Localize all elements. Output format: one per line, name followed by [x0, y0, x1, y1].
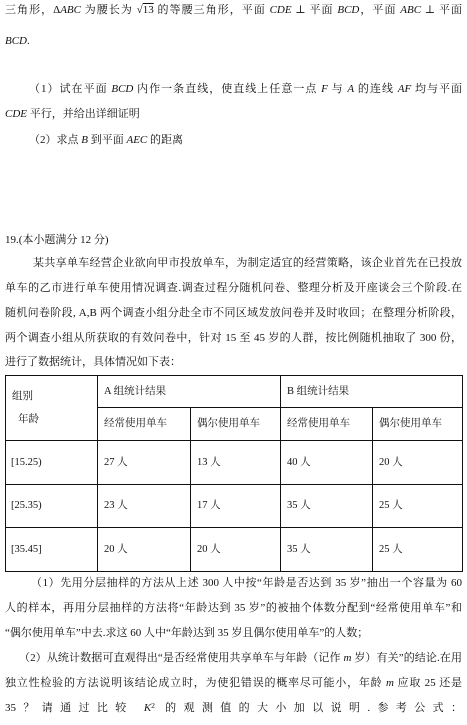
- q19-part2-line: [5, 700, 462, 716]
- math-variable: BCD: [5, 35, 27, 47]
- math-variable: BCD: [337, 4, 360, 16]
- table-row: [6, 485, 463, 528]
- text-run: （1）试在平面: [29, 83, 112, 95]
- text-run: 岁）有关”的结论.在用: [351, 652, 462, 664]
- text-run: 35？请通过比较: [5, 702, 144, 714]
- age-range-cell: [15.25): [6, 441, 98, 485]
- text-run: 的等腰三角形，平面: [153, 4, 270, 16]
- count-cell: 13 人: [191, 441, 281, 485]
- table-subheader: 经常使用单车: [98, 408, 191, 441]
- q19-stem-line: 单车的乙市进行单车使用情况调查.调查过程分随机问卷、整理分析及开座谈会三个阶段.在: [5, 282, 462, 294]
- math-variable: BCD: [111, 83, 134, 95]
- q18-stem-line: [5, 2, 462, 18]
- text-run: 内作一条直线，使直线上任意一点: [133, 83, 322, 95]
- math-variable: F: [321, 83, 328, 95]
- group-b-header: B 组统计结果: [281, 376, 463, 408]
- q19-part1-line: “偶尔使用单车”中去.求这 60 人中“年龄达到 35 岁且偶尔使用单车”的人数；: [5, 627, 369, 639]
- age-range-cell: [35.45]: [6, 528, 98, 572]
- count-cell: 23 人: [98, 485, 191, 528]
- text-run: ，平面: [359, 4, 401, 16]
- q18-part1-line: [29, 81, 462, 97]
- math-superscript: 2: [151, 700, 155, 710]
- text-run: 到平面: [87, 134, 127, 146]
- count-cell: 35 人: [281, 485, 373, 528]
- text-run: 的距离: [147, 134, 184, 146]
- table-row: [6, 441, 463, 485]
- radicand: 13: [142, 4, 154, 16]
- text-run: （2）从统计数据可直观得出“是否经常使用共享单车与年龄（记作: [19, 652, 344, 664]
- math-variable: CDE: [269, 4, 292, 16]
- text-run: 独立性检验的方法说明该结论成立时，为使犯错误的概率尽可能小，年龄: [5, 677, 387, 689]
- count-cell: 27 人: [98, 441, 191, 485]
- text-run: 均与平面: [411, 83, 462, 95]
- count-cell: 20 人: [191, 528, 281, 572]
- table-subheader: 偶尔使用单车: [191, 408, 281, 441]
- math-variable: AEC: [126, 134, 148, 146]
- math-variable: B: [81, 134, 88, 146]
- text-run: 应取 25 还是: [393, 677, 463, 689]
- q19-part1-line: （1）先用分层抽样的方法从上述 300 人中按“年龄是否达到 35 岁”抽出一个容量为 60: [31, 577, 462, 589]
- math-variable: A: [347, 83, 355, 95]
- text-run: 的观测值的大小加以说明.参考公式：: [155, 702, 463, 714]
- q19-part1-line: 人的样本，再用分层抽样的方法将“年龄达到 35 岁”的被抽个体数分配到“经常使用单车”和: [5, 602, 462, 614]
- table-subheader: 经常使用单车: [281, 408, 373, 441]
- math-variable: ABC: [60, 4, 81, 16]
- q18-part1-line: [5, 106, 140, 122]
- math-variable: m: [386, 677, 394, 689]
- q19-part2-line: [19, 650, 462, 666]
- q19-stem-line: 进行了数据统计，具体情况如下表：: [5, 356, 181, 368]
- group-a-header: A 组统计结果: [98, 376, 281, 408]
- text-run: 的连线: [354, 83, 398, 95]
- q19-heading: 19.(本小题满分 12 分): [5, 234, 109, 246]
- text-run: ⊥ 平面: [291, 4, 338, 16]
- count-cell: 20 人: [373, 441, 463, 485]
- count-cell: 17 人: [191, 485, 281, 528]
- q19-stem-line: 随机问卷阶段, A,B 两个调查小组分赴全市不同区域发放问卷并及时收回；在整理分析阶段，: [5, 307, 462, 319]
- count-cell: 25 人: [373, 528, 463, 572]
- table-header-row: [6, 376, 463, 408]
- table-subheader: 偶尔使用单车: [373, 408, 463, 441]
- age-label: 年龄: [18, 414, 39, 425]
- statistics-table: [5, 375, 463, 572]
- text-run: 三角形，Δ: [5, 4, 61, 16]
- q19-stem-line: 某共享单车经营企业欲向甲市投放单车，为制定适宜的经营策略，该企业首先在已投放: [33, 257, 462, 269]
- table-corner-cell: [6, 376, 98, 441]
- math-variable: K: [143, 702, 152, 714]
- count-cell: 20 人: [98, 528, 191, 572]
- group-label: 组别: [12, 391, 33, 402]
- text-run: （2）求点: [29, 134, 82, 146]
- text-run: 为腰长为 √: [80, 4, 143, 16]
- math-variable: AF: [397, 83, 412, 95]
- count-cell: 40 人: [281, 441, 373, 485]
- q19-stem-line: 两个调查小组从所获取的有效问卷中，针对 15 至 45 岁的人群，按比例随机抽取了 300 份，: [5, 332, 462, 344]
- text-run: 与: [327, 83, 348, 95]
- q19-part2-line: [5, 675, 462, 691]
- math-variable: CDE: [5, 108, 27, 120]
- text-run: 平行，并给出详细证明: [27, 108, 140, 120]
- text-run: ⊥ 平面: [421, 4, 462, 16]
- math-variable: ABC: [400, 4, 422, 16]
- table-row: [6, 528, 463, 572]
- q18-stem-line: [5, 33, 30, 49]
- text-run: .: [27, 35, 30, 47]
- q18-part2-line: [29, 132, 183, 148]
- math-variable: m: [343, 652, 352, 664]
- count-cell: 35 人: [281, 528, 373, 572]
- count-cell: 25 人: [373, 485, 463, 528]
- age-range-cell: [25.35): [6, 485, 98, 528]
